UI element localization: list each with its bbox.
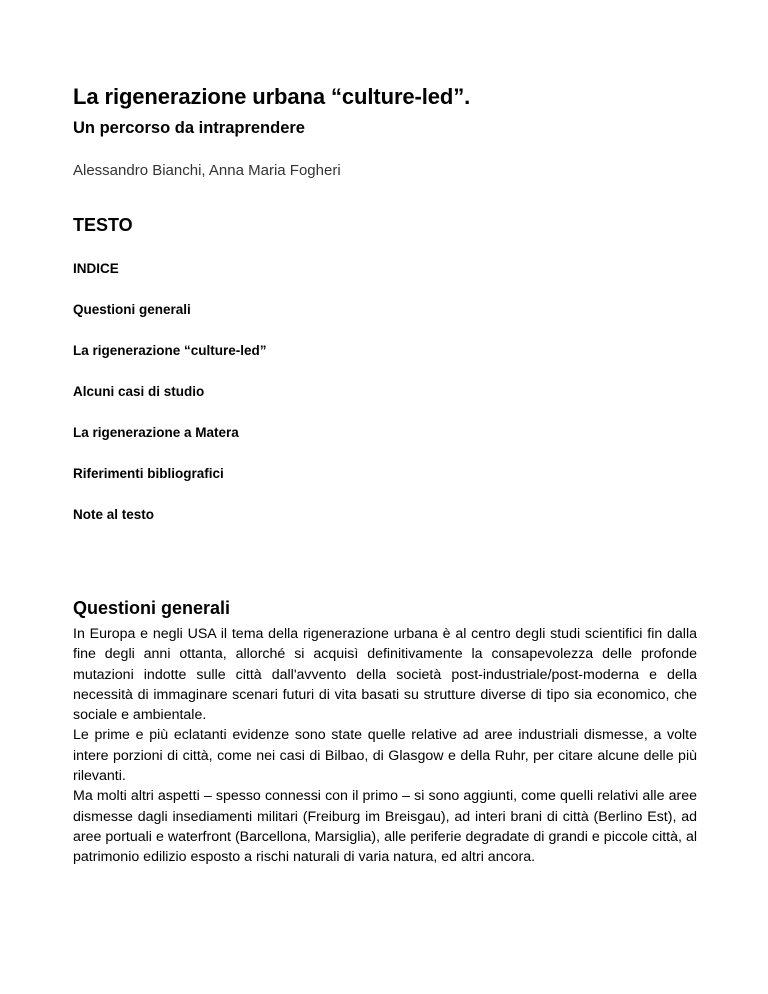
document-subtitle: Un percorso da intraprendere bbox=[73, 119, 305, 137]
toc-item-note-al-testo: Note al testo bbox=[73, 507, 155, 522]
document-authors: Alessandro Bianchi, Anna Maria Fogheri bbox=[73, 162, 341, 179]
section-heading-questioni-generali: Questioni generali bbox=[73, 598, 231, 618]
body-paragraph: Ma molti altri aspetti – spesso connessi con il primo – si sono aggiunti, come quelli relativi alle aree dismesse dagli insediamenti militari (Freiburg im Breisgau), ad interi brani di città (Berlino Est), ad aree portuali e waterfront (Barcellona, Marsiglia), alle periferie degradate di grandi e piccole città, al patrimonio edilizio esposto a rischi naturali di varia natura, ed altri ancora. bbox=[73, 788, 697, 866]
toc-item-casi-di-studio: Alcuni casi di studio bbox=[73, 384, 205, 399]
table-of-contents bbox=[73, 260, 267, 547]
document-title: La rigenerazione urbana “culture-led”. bbox=[73, 84, 471, 109]
toc-item-riferimenti-bibliografici: Riferimenti bibliografici bbox=[73, 466, 224, 481]
toc-item-questioni-generali: Questioni generali bbox=[73, 302, 191, 317]
body-paragraph: In Europa e negli USA il tema della rigenerazione urbana è al centro degli studi scientifici fin dalla fine degli anni ottanta, allorché si acquisì definitivamente la consapevolezza delle profonde mutazioni indotte sulle città dall'avvento della società post-industriale/post-moderna e della necessità di immaginare scenari futuri di vita basati su strutture diverse di tipo sia economico, che sociale e ambientale. bbox=[73, 626, 697, 724]
toc-item-rigenerazione-matera: La rigenerazione a Matera bbox=[73, 425, 239, 440]
toc-item-indice: INDICE bbox=[73, 261, 119, 276]
section-body-questioni-generali bbox=[73, 624, 697, 868]
toc-item-rigenerazione-culture-led: La rigenerazione “culture-led” bbox=[73, 343, 267, 358]
body-paragraph: Le prime e più eclatanti evidenze sono state quelle relative ad aree industriali dismesse, a volte intere porzioni di città, come nei casi di Bilbao, di Glasgow e della Ruhr, per citare alcune delle più rilevanti. bbox=[73, 727, 697, 785]
section-heading-testo: TESTO bbox=[73, 215, 133, 235]
